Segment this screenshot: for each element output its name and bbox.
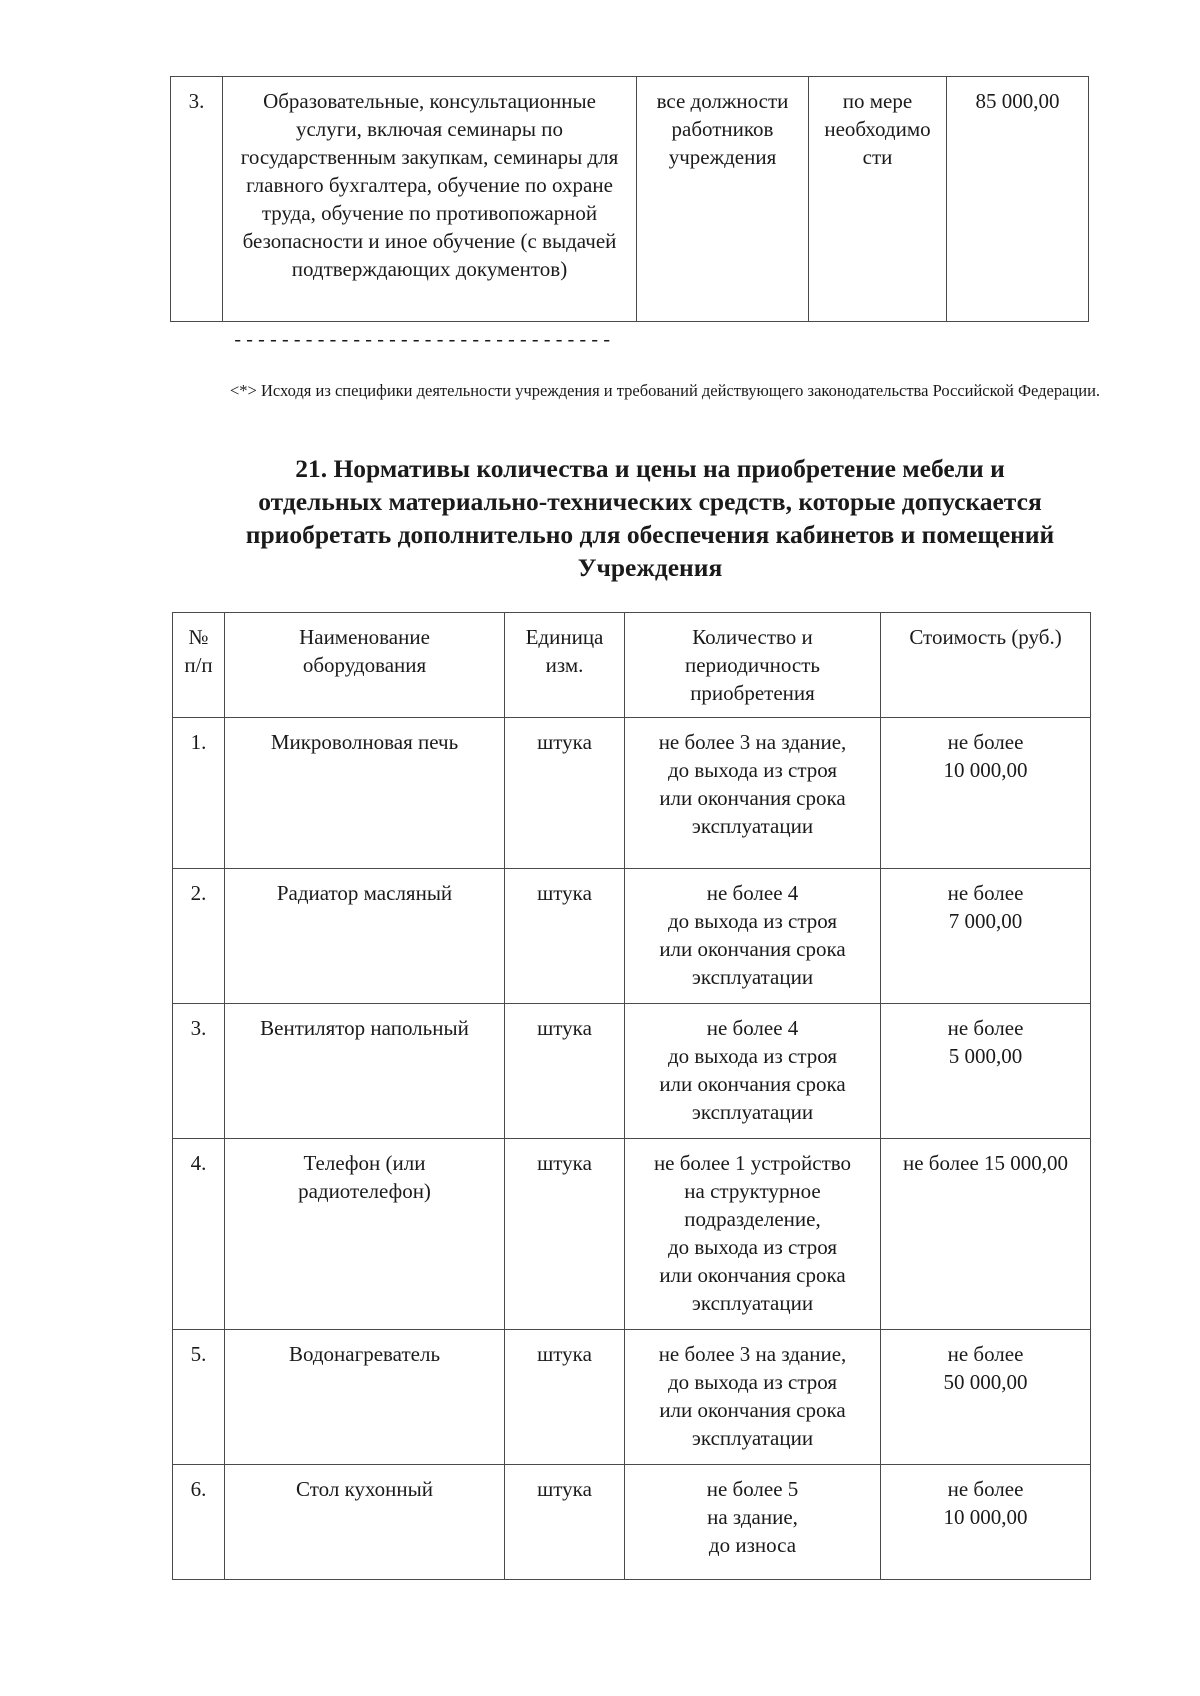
item-unit: штука	[505, 1330, 625, 1465]
item-cost: не более 50 000,00	[881, 1330, 1091, 1465]
header-unit: Единица изм.	[505, 613, 625, 718]
item-unit: штука	[505, 1465, 625, 1580]
item-quantity: не более 4 до выхода из строя или окончания срока эксплуатации	[625, 1004, 881, 1139]
table-row	[173, 869, 1091, 1004]
item-quantity: не более 4 до выхода из строя или окончания срока эксплуатации	[625, 869, 881, 1004]
item-quantity: не более 3 на здание, до выхода из строя или окончания срока эксплуатации	[625, 1330, 881, 1465]
row-number: 5.	[173, 1330, 225, 1465]
item-name: Водонагреватель	[225, 1330, 505, 1465]
item-quantity: не более 3 на здание, до выхода из строя или окончания срока эксплуатации	[625, 718, 881, 869]
norms-table	[172, 612, 1091, 1580]
item-name: Вентилятор напольный	[225, 1004, 505, 1139]
table-row	[173, 1139, 1091, 1330]
header-num: № п/п	[173, 613, 225, 718]
row-number: 1.	[173, 718, 225, 869]
table-row	[171, 77, 1089, 322]
item-name: Стол кухонный	[225, 1465, 505, 1580]
item-unit: штука	[505, 1004, 625, 1139]
header-cost: Стоимость (руб.)	[881, 613, 1091, 718]
table-row	[173, 718, 1091, 869]
row-number: 3.	[173, 1004, 225, 1139]
row-number: 4.	[173, 1139, 225, 1330]
item-cost: не более 10 000,00	[881, 1465, 1091, 1580]
table-row	[173, 1004, 1091, 1139]
item-cost: не более 15 000,00	[881, 1139, 1091, 1330]
section-title: 21. Нормативы количества и цены на приобретение мебели и отдельных материально-технических средств, которые допускается приобретать дополнительно для обеспечения кабинетов и помещений Учреждения	[245, 454, 1055, 582]
header-qty: Количество и периодичность приобретения	[625, 613, 881, 718]
item-quantity: не более 1 устройство на структурное подразделение, до выхода из строя или окончания срока эксплуатации	[625, 1139, 881, 1330]
header-name: Наименование оборудования	[225, 613, 505, 718]
item-unit: штука	[505, 1139, 625, 1330]
item-name: Телефон (или радиотелефон)	[225, 1139, 505, 1330]
item-unit: штука	[505, 869, 625, 1004]
frequency: по мере необходимо сти	[809, 77, 947, 322]
service-name: Образовательные, консультационные услуги, включая семинары по государственным закупкам, семинары для главного бухгалтера, обучение по охране труда, обучение по противопожарной безопасности и иное обучение (с выдачей подтверждающих документов)	[223, 77, 637, 322]
item-unit: штука	[505, 718, 625, 869]
row-number: 2.	[173, 869, 225, 1004]
footnote: <*> Исходя из специфики деятельности учреждения и требований действующего законодательства Российской Федерации.	[230, 381, 1101, 400]
positions: все должности работников учреждения	[637, 77, 809, 322]
table-row	[173, 1465, 1091, 1580]
top-table	[170, 76, 1089, 322]
table-row	[173, 1330, 1091, 1465]
item-cost: не более 10 000,00	[881, 718, 1091, 869]
item-name: Микроволновая печь	[225, 718, 505, 869]
item-cost: не более 5 000,00	[881, 1004, 1091, 1139]
item-name: Радиатор масляный	[225, 869, 505, 1004]
table-header-row	[173, 613, 1091, 718]
item-quantity: не более 5 на здание, до износа	[625, 1465, 881, 1580]
item-cost: не более 7 000,00	[881, 869, 1091, 1004]
row-number: 6.	[173, 1465, 225, 1580]
row-number: 3.	[171, 77, 223, 322]
footnote-separator: --------------------------------	[232, 330, 613, 352]
price: 85 000,00	[947, 77, 1089, 322]
